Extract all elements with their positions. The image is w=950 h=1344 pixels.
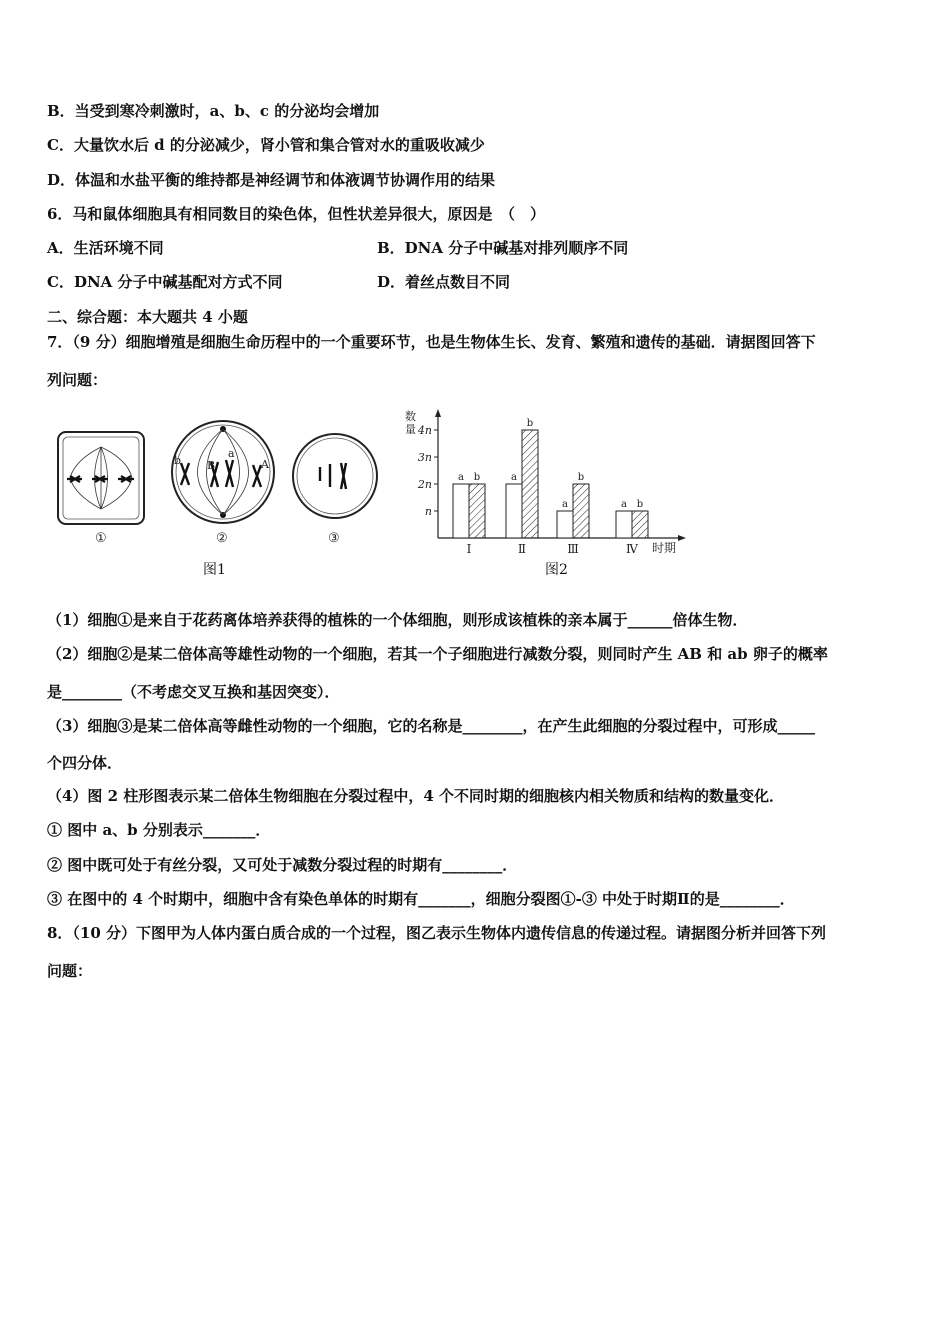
bar-label-a: a	[458, 472, 464, 483]
bar-label-b: b	[636, 499, 644, 510]
q7-part1: （1）细胞①是来自于花药离体培养获得的植株的一个体细胞，则形成该植株的亲本属于______倍体生物．	[47, 611, 748, 629]
bar-label-b: b	[473, 472, 481, 483]
q7-part3-line1: （3）细胞③是某二倍体高等雌性动物的一个细胞，它的名称是________，在产生此细胞的分裂过程中，可形成_____	[47, 717, 815, 735]
q8-stem-line1: 8．（10 分）下图甲为人体内蛋白质合成的一个过程，图乙表示生物体内遗传信息的传递过程。请据图分析并回答下列	[47, 924, 827, 942]
bar-a-3	[557, 511, 573, 538]
y-axis-title-char1: 数	[405, 410, 416, 423]
gene-label-A: A	[261, 458, 269, 471]
bar-label-a: a	[621, 499, 627, 510]
q7-part2-line1: （2）细胞②是某二倍体高等雄性动物的一个细胞，若其一个子细胞进行减数分裂，则同时产生 AB 和 ab 卵子的概率	[47, 645, 828, 663]
bar-label-b: b	[526, 418, 534, 429]
q5-option-b: B．当受到寒冷刺激时，a、b、c 的分泌均会增加	[47, 102, 380, 120]
q7-stem-line2: 列问题：	[47, 371, 108, 389]
cell-3-diagram	[293, 434, 377, 518]
y-tick-label: 3n	[417, 451, 432, 464]
q7-part4: （4）图 2 柱形图表示某二倍体生物细胞在分裂过程中，4 个不同时期的细胞核内相关物质和结构的数量变化．	[47, 787, 784, 805]
x-axis-arrow	[678, 535, 686, 541]
figure1-caption: 图1	[203, 562, 226, 578]
x-tick-label: Ⅲ	[567, 542, 579, 556]
q8-stem-line2: 问题：	[47, 962, 93, 980]
q7-stem-line1: 7．（9 分）细胞增殖是细胞生命历程中的一个重要环节，也是生物体生长、发育、繁殖和遗传的基础．请据图回答下	[47, 333, 816, 351]
q6-option-a: A．生活环境不同	[47, 239, 164, 257]
bar-label-a: a	[511, 472, 517, 483]
q5-option-c: C．大量饮水后 d 的分泌减少，肾小管和集合管对水的重吸收减少	[47, 136, 485, 154]
cell-2-diagram	[172, 421, 274, 523]
bar-label-a: a	[562, 499, 568, 510]
section-2-heading: 二、综合题：本大题共 4 小题	[47, 308, 248, 326]
q6-option-d: D．着丝点数目不同	[377, 273, 511, 291]
cell-3-label: ③	[328, 531, 340, 546]
y-tick-label: 4n	[417, 424, 432, 437]
gene-label-B: B	[207, 459, 216, 472]
figure1-cell-diagrams	[50, 415, 390, 580]
figure2-caption: 图2	[545, 562, 568, 578]
y-tick-label: 2n	[417, 478, 432, 491]
bar-b-1	[469, 484, 485, 538]
x-tick-label: Ⅰ	[466, 542, 472, 556]
cell-1-label: ①	[95, 531, 107, 546]
q7-part4-item3: ③ 在图中的 4 个时期中，细胞中含有染色单体的时期有_______，细胞分裂图①-③ 中处于时期Ⅱ的是________．	[47, 890, 795, 908]
q6-option-c: C．DNA 分子中碱基配对方式不同	[47, 273, 283, 291]
q7-part4-item2: ② 图中既可处于有丝分裂，又可处于减数分裂过程的时期有________．	[47, 856, 518, 874]
q7-part4-item1: ① 图中 a、b 分别表示_______．	[47, 821, 271, 839]
cell-2-label: ②	[216, 531, 228, 546]
y-axis-arrow	[435, 409, 441, 417]
x-tick-label: Ⅱ	[517, 542, 527, 556]
gene-label-a: a	[228, 447, 235, 460]
cell-1-diagram	[58, 432, 144, 524]
bar-label-b: b	[577, 472, 585, 483]
q6-option-b: B．DNA 分子中碱基对排列顺序不同	[377, 239, 629, 257]
bar-a-4	[616, 511, 632, 538]
bar-a-2	[506, 484, 522, 538]
bar-a-1	[453, 484, 469, 538]
q5-option-d: D．体温和水盐平衡的维持都是神经调节和体液调节协调作用的结果	[47, 171, 496, 189]
q7-part2-line2: 是________（不考虑交叉互换和基因突变）．	[47, 683, 340, 701]
bar-b-3	[573, 484, 589, 538]
y-tick-label: n	[424, 505, 432, 518]
q6-stem: 6．马和鼠体细胞具有相同数目的染色体，但性状差异很大，原因是 （ ）	[47, 205, 545, 223]
q7-part3-line2: 个四分体．	[47, 754, 123, 772]
y-axis-title-char2: 量	[405, 423, 416, 436]
gene-label-b: b	[174, 454, 182, 467]
x-tick-label: Ⅳ	[626, 542, 638, 556]
bar-b-2	[522, 430, 538, 538]
figure2-bar-chart	[395, 405, 695, 565]
bar-b-4	[632, 511, 648, 538]
x-axis-title: 时期	[652, 541, 677, 555]
